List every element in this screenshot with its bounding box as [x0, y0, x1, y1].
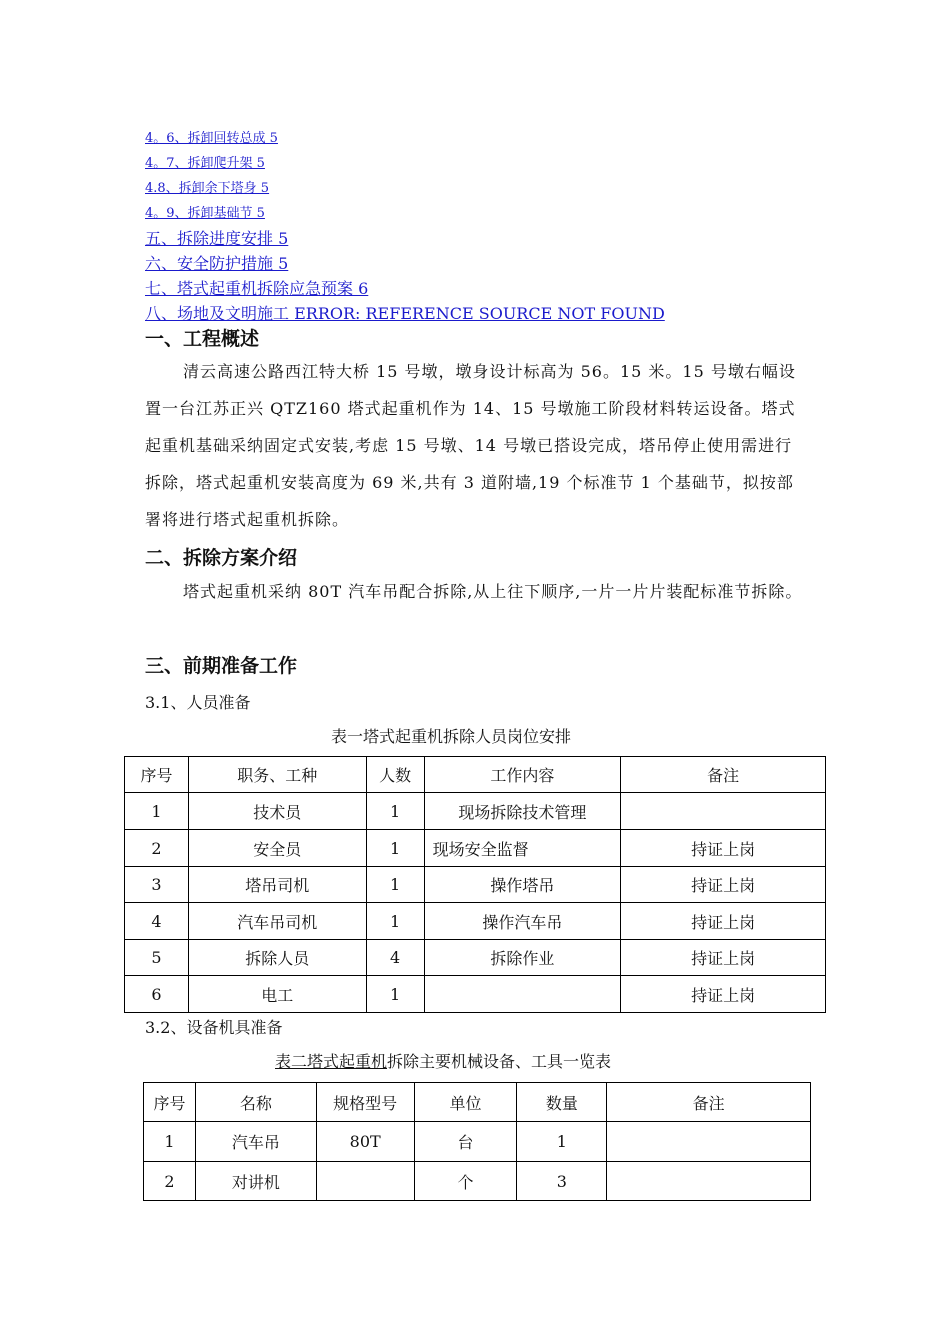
cell: 操作塔吊: [424, 867, 621, 903]
section-heading-plan: 二、拆除方案介绍: [145, 547, 298, 569]
cell: 1: [144, 1122, 196, 1162]
table-of-contents: [145, 126, 665, 326]
table-row: [125, 976, 826, 1013]
cell: 3: [125, 867, 189, 903]
table2-caption-rest: 拆除主要机械设备、工具一览表: [387, 1052, 612, 1071]
header-cell: 名称: [195, 1083, 316, 1122]
subsection-personnel: 3.1、人员准备: [145, 693, 251, 712]
header-cell: 序号: [144, 1083, 196, 1122]
plan-text: 塔式起重机采纳 80T 汽车吊配合拆除,从上往下顺序,一片一片片装配标准节拆除。: [183, 582, 803, 601]
section-heading-overview: 一、工程概述: [145, 328, 260, 350]
header-cell: 单位: [414, 1083, 517, 1122]
cell: 1: [366, 867, 424, 903]
table1-caption: 表一塔式起重机拆除人员岗位安排: [331, 727, 572, 746]
cell: 80T: [316, 1122, 414, 1162]
header-cell: 职务、工种: [188, 757, 366, 793]
header-cell: 工作内容: [424, 757, 621, 793]
toc-link[interactable]: 4。7、拆卸爬升架 5: [145, 156, 265, 171]
table2-caption-underlined: 表二塔式起重机: [275, 1052, 388, 1071]
header-cell: 备注: [621, 757, 826, 793]
personnel-table: [124, 756, 826, 1013]
header-cell: 备注: [607, 1083, 811, 1122]
overview-paragraph: [145, 353, 807, 538]
cell: 操作汽车吊: [424, 903, 621, 940]
table-row: [125, 867, 826, 903]
cell: 持证上岗: [621, 940, 826, 976]
cell: 4: [125, 903, 189, 940]
subsection-equipment: 3.2、设备机具准备: [145, 1018, 283, 1037]
cell: 持证上岗: [621, 976, 826, 1013]
cell: 汽车吊: [195, 1122, 316, 1162]
cell: 持证上岗: [621, 830, 826, 867]
cell: 4: [366, 940, 424, 976]
toc-link[interactable]: 4。9、拆卸基础节 5: [145, 206, 265, 221]
cell: 1: [517, 1122, 607, 1162]
cell: 拆除人员: [188, 940, 366, 976]
cell: 持证上岗: [621, 867, 826, 903]
table-header-row: [144, 1083, 811, 1122]
table-row: [125, 793, 826, 830]
table-row: [125, 830, 826, 867]
cell: 对讲机: [195, 1162, 316, 1201]
cell: [607, 1162, 811, 1201]
toc-link[interactable]: 七、塔式起重机拆除应急预案 6: [145, 279, 369, 298]
cell: 塔吊司机: [188, 867, 366, 903]
cell: [607, 1122, 811, 1162]
section-heading-preparation: 三、前期准备工作: [145, 655, 298, 677]
cell: 汽车吊司机: [188, 903, 366, 940]
cell: 1: [366, 830, 424, 867]
equipment-table: [143, 1082, 811, 1201]
cell: 6: [125, 976, 189, 1013]
cell: 2: [125, 830, 189, 867]
cell: 2: [144, 1162, 196, 1201]
table2-caption: [275, 1049, 611, 1072]
header-cell: 规格型号: [316, 1083, 414, 1122]
toc-link[interactable]: 六、安全防护措施 5: [145, 254, 289, 273]
cell: 技术员: [188, 793, 366, 830]
cell: 现场拆除技术管理: [424, 793, 621, 830]
cell: [424, 976, 621, 1013]
cell: 拆除作业: [424, 940, 621, 976]
cell: [316, 1162, 414, 1201]
cell: 电工: [188, 976, 366, 1013]
cell: 1: [366, 793, 424, 830]
table-row: [125, 903, 826, 940]
plan-paragraph: [145, 573, 807, 610]
table-row: [125, 940, 826, 976]
table-header-row: [125, 757, 826, 793]
toc-link[interactable]: 4。6、拆卸回转总成 5: [145, 131, 278, 146]
cell: 持证上岗: [621, 903, 826, 940]
cell: 5: [125, 940, 189, 976]
header-cell: 数量: [517, 1083, 607, 1122]
cell: 安全员: [188, 830, 366, 867]
toc-link[interactable]: 五、拆除进度安排 5: [145, 229, 289, 248]
cell: 台: [414, 1122, 517, 1162]
cell: 1: [125, 793, 189, 830]
overview-text: 清云高速公路西江特大桥 15 号墩，墩身设计标高为 56。15 米。15 号墩右幅设置一台江苏正兴 QTZ160 塔式起重机作为 14、15 号墩施工阶段材料转运设备。塔式起重机基础采纳固定式安装,考虑 15 号墩、14 号墩已搭设完成，塔吊停止使用需进行拆除，塔式起重机安装高度为 69 米,共有 3 道附墙,19 个标准节 1 个基础节，拟按部署将进行塔式起重机拆除。: [145, 362, 796, 529]
header-cell: 序号: [125, 757, 189, 793]
table-row: [144, 1162, 811, 1201]
table-row: [144, 1122, 811, 1162]
cell: 1: [366, 976, 424, 1013]
cell: 3: [517, 1162, 607, 1201]
header-cell: 人数: [366, 757, 424, 793]
cell: 个: [414, 1162, 517, 1201]
cell: [621, 793, 826, 830]
cell: 现场安全监督: [424, 830, 621, 867]
toc-link[interactable]: 4.8、拆卸余下塔身 5: [145, 181, 270, 196]
toc-link[interactable]: 八、场地及文明施工 ERROR: REFERENCE SOURCE NOT FOUND: [145, 304, 665, 323]
cell: 1: [366, 903, 424, 940]
